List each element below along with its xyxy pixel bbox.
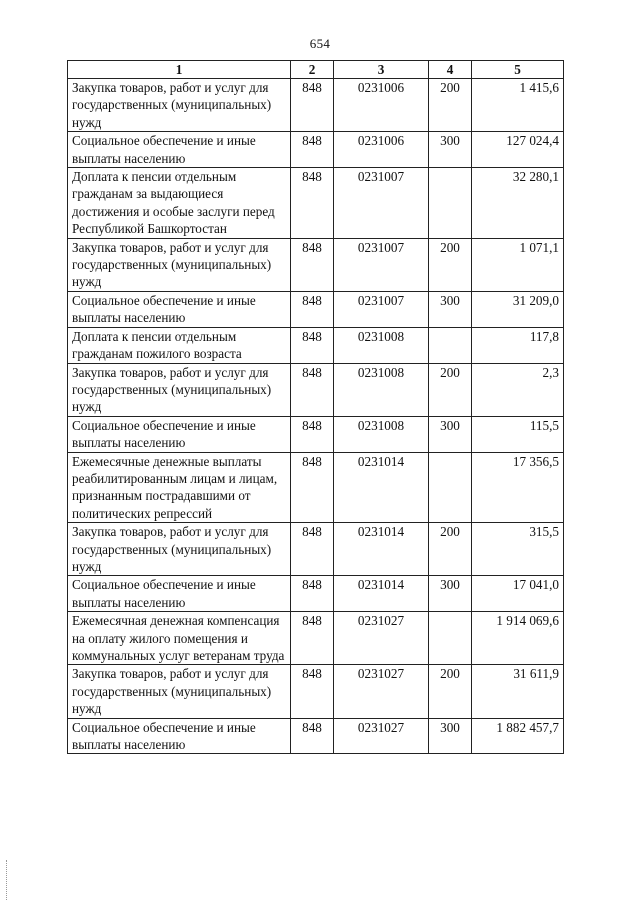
expense-name-cell: Социальное обеспечение и иные выплаты населению xyxy=(68,132,291,168)
table-row xyxy=(68,576,564,612)
article-code-cell: 0231007 xyxy=(334,291,429,327)
table-row xyxy=(68,168,564,239)
expense-type-cell: 200 xyxy=(429,238,472,291)
article-code-cell: 0231007 xyxy=(334,168,429,239)
expense-name-cell: Закупка товаров, работ и услуг для государственных (муниципальных) нужд xyxy=(68,363,291,416)
article-code-cell: 0231027 xyxy=(334,612,429,665)
expense-type-cell xyxy=(429,168,472,239)
ministry-code-cell: 848 xyxy=(291,363,334,416)
ministry-code-cell: 848 xyxy=(291,665,334,718)
article-code-cell: 0231014 xyxy=(334,452,429,523)
ministry-code-cell: 848 xyxy=(291,327,334,363)
article-code-cell: 0231008 xyxy=(334,416,429,452)
ministry-code-cell: 848 xyxy=(291,79,334,132)
expense-type-cell: 300 xyxy=(429,416,472,452)
amount-cell: 31 209,0 xyxy=(472,291,564,327)
expense-type-cell: 300 xyxy=(429,132,472,168)
article-code-cell: 0231008 xyxy=(334,327,429,363)
amount-cell: 127 024,4 xyxy=(472,132,564,168)
amount-cell: 1 882 457,7 xyxy=(472,718,564,754)
amount-cell: 1 914 069,6 xyxy=(472,612,564,665)
expense-type-cell: 200 xyxy=(429,523,472,576)
table-row xyxy=(68,79,564,132)
page-number: 654 xyxy=(309,36,331,51)
article-code-cell: 0231027 xyxy=(334,718,429,754)
article-code-cell: 0231014 xyxy=(334,576,429,612)
expense-name-cell: Ежемесячная денежная компенсация на оплату жилого помещения и коммунальных услуг ветеранам труда xyxy=(68,612,291,665)
expense-name-cell: Закупка товаров, работ и услуг для государственных (муниципальных) нужд xyxy=(68,238,291,291)
expense-name-cell: Доплата к пенсии отдельным гражданам за выдающиеся достижения и особые заслуги перед Республикой Башкортостан xyxy=(68,168,291,239)
ministry-code-cell: 848 xyxy=(291,718,334,754)
expense-type-cell xyxy=(429,612,472,665)
ministry-code-cell: 848 xyxy=(291,291,334,327)
table-body xyxy=(68,79,564,754)
ministry-code-cell: 848 xyxy=(291,132,334,168)
expense-name-cell: Ежемесячные денежные выплаты реабилитированным лицам и лицам, признанным пострадавшими от политических репрессий xyxy=(68,452,291,523)
header-row xyxy=(68,61,564,79)
table-row xyxy=(68,416,564,452)
expense-type-cell xyxy=(429,452,472,523)
ministry-code-cell: 848 xyxy=(291,452,334,523)
expense-type-cell: 300 xyxy=(429,291,472,327)
amount-cell: 115,5 xyxy=(472,416,564,452)
article-code-cell: 0231008 xyxy=(334,363,429,416)
article-code-cell: 0231006 xyxy=(334,79,429,132)
expense-name-cell: Социальное обеспечение и иные выплаты населению xyxy=(68,416,291,452)
article-code-cell: 0231006 xyxy=(334,132,429,168)
header-col-3: 3 xyxy=(334,61,429,79)
amount-cell: 315,5 xyxy=(472,523,564,576)
table-row xyxy=(68,291,564,327)
expense-name-cell: Социальное обеспечение и иные выплаты населению xyxy=(68,291,291,327)
expense-type-cell: 200 xyxy=(429,665,472,718)
header-col-4: 4 xyxy=(429,61,472,79)
header-col-5: 5 xyxy=(472,61,564,79)
expense-name-cell: Закупка товаров, работ и услуг для государственных (муниципальных) нужд xyxy=(68,79,291,132)
table-row xyxy=(68,132,564,168)
expense-type-cell: 300 xyxy=(429,576,472,612)
expense-type-cell: 300 xyxy=(429,718,472,754)
amount-cell: 117,8 xyxy=(472,327,564,363)
article-code-cell: 0231014 xyxy=(334,523,429,576)
table-row xyxy=(68,523,564,576)
expense-name-cell: Социальное обеспечение и иные выплаты населению xyxy=(68,576,291,612)
table-row xyxy=(68,363,564,416)
budget-table xyxy=(67,60,564,754)
amount-cell: 32 280,1 xyxy=(472,168,564,239)
table-row xyxy=(68,238,564,291)
ministry-code-cell: 848 xyxy=(291,612,334,665)
expense-name-cell: Закупка товаров, работ и услуг для государственных (муниципальных) нужд xyxy=(68,665,291,718)
table-row xyxy=(68,718,564,754)
table-row xyxy=(68,327,564,363)
table-row xyxy=(68,665,564,718)
expense-type-cell: 200 xyxy=(429,79,472,132)
expense-type-cell xyxy=(429,327,472,363)
scan-edge-mark xyxy=(6,860,9,900)
ministry-code-cell: 848 xyxy=(291,168,334,239)
ministry-code-cell: 848 xyxy=(291,238,334,291)
amount-cell: 1 415,6 xyxy=(472,79,564,132)
ministry-code-cell: 848 xyxy=(291,523,334,576)
ministry-code-cell: 848 xyxy=(291,576,334,612)
header-col-2: 2 xyxy=(291,61,334,79)
amount-cell: 17 356,5 xyxy=(472,452,564,523)
amount-cell: 17 041,0 xyxy=(472,576,564,612)
table-row xyxy=(68,452,564,523)
amount-cell: 31 611,9 xyxy=(472,665,564,718)
expense-type-cell: 200 xyxy=(429,363,472,416)
expense-name-cell: Доплата к пенсии отдельным гражданам пожилого возраста xyxy=(68,327,291,363)
amount-cell: 1 071,1 xyxy=(472,238,564,291)
amount-cell: 2,3 xyxy=(472,363,564,416)
table-row xyxy=(68,612,564,665)
article-code-cell: 0231007 xyxy=(334,238,429,291)
expense-name-cell: Закупка товаров, работ и услуг для государственных (муниципальных) нужд xyxy=(68,523,291,576)
table-header xyxy=(68,61,564,79)
article-code-cell: 0231027 xyxy=(334,665,429,718)
expense-name-cell: Социальное обеспечение и иные выплаты населению xyxy=(68,718,291,754)
ministry-code-cell: 848 xyxy=(291,416,334,452)
header-col-1: 1 xyxy=(68,61,291,79)
